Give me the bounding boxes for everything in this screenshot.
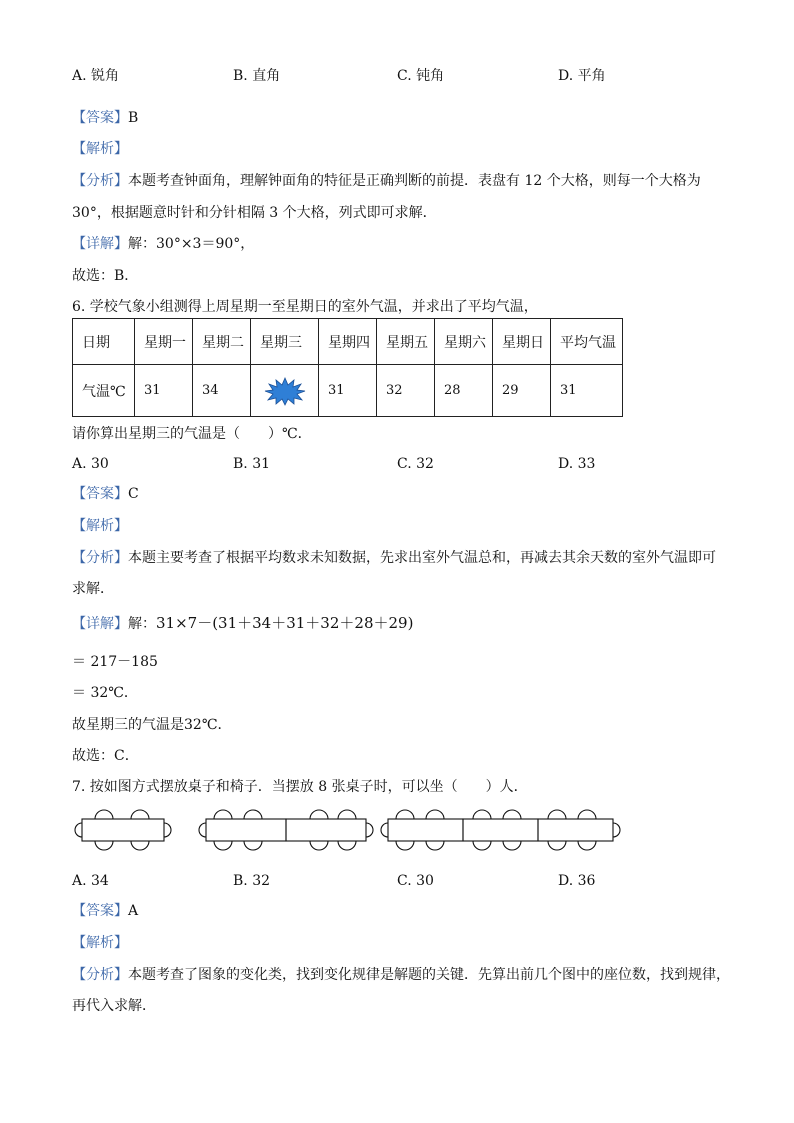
q6-step2: ＝ 32℃． (72, 685, 138, 701)
q6-result: 故星期三的气温是32℃． (72, 717, 232, 733)
header-cell: 星期六 (435, 319, 493, 365)
fenxi-tag: 【分析】 (72, 550, 128, 566)
answer-tag: 【答案】 (72, 486, 128, 502)
header-cell: 星期一 (135, 319, 193, 365)
answer-value: C (128, 486, 139, 502)
q6-fenxi-line2: 求解． (72, 581, 114, 597)
q5-answer-line (72, 109, 138, 127)
q5-fenxi-line2: 30°，根据题意时针和分针相隔 3 个大格，列式即可求解． (72, 205, 437, 221)
value-cell: 31 (319, 365, 377, 417)
q7-answer-line (72, 902, 138, 920)
q6-option-b: B. 31 (233, 456, 271, 472)
value-cell: 29 (493, 365, 551, 417)
figure-one-table (75, 810, 171, 850)
q7-option-b: B. 32 (233, 873, 271, 889)
q6-option-c: C. 32 (397, 456, 434, 472)
table-value-row (73, 365, 623, 417)
q6-option-d: D. 33 (558, 456, 596, 472)
q5-analysis-tag: 【解析】 (72, 141, 128, 157)
value-cell: 31 (135, 365, 193, 417)
tables-chairs-figure (68, 806, 638, 858)
header-cell: 星期三 (251, 319, 319, 365)
q5-option-c: C. 钝角 (397, 68, 445, 84)
q7-fenxi-line2: 再代入求解． (72, 998, 156, 1014)
detail-expression: 31×7－(31＋34＋31＋32＋28＋29) (156, 614, 414, 632)
header-cell: 平均气温 (551, 319, 623, 365)
answer-tag: 【答案】 (72, 903, 128, 919)
answer-value: B (128, 110, 139, 126)
figure-two-tables (199, 810, 373, 850)
q7-option-d: D. 36 (558, 873, 596, 889)
q6-conclusion: 故选：C． (72, 748, 139, 764)
q6-step1: ＝ 217－185 (72, 654, 158, 670)
header-cell: 星期五 (377, 319, 435, 365)
header-cell: 星期日 (493, 319, 551, 365)
fenxi-tag: 【分析】 (72, 173, 128, 189)
row-label: 气温℃ (73, 365, 135, 417)
temperature-table (72, 318, 623, 417)
q6-detail: 【详解】解：31×7－(31＋34＋31＋32＋28＋29) (72, 614, 414, 632)
header-cell: 日期 (73, 319, 135, 365)
q7-analysis-tag: 【解析】 (72, 935, 128, 951)
detail-tag: 【详解】 (72, 616, 128, 632)
q5-option-d: D. 平角 (558, 68, 606, 84)
value-cell: 31 (551, 365, 623, 417)
answer-tag: 【答案】 (72, 110, 128, 126)
q5-option-a: A. 锐角 (72, 68, 120, 84)
q6-answer-line (72, 485, 139, 503)
q7-fenxi-line1: 【分析】本题考查了图象的变化类，找到变化规律是解题的关键．先算出前几个图中的座位数，找到规律， (72, 967, 730, 983)
q7-question: 7. 按如图方式摆放桌子和椅子．当摆放 8 张桌子时，可以坐（ ）人． (72, 779, 528, 795)
q6-analysis-tag: 【解析】 (72, 518, 128, 534)
value-cell: 28 (435, 365, 493, 417)
q6-option-a: A. 30 (72, 456, 109, 472)
value-cell: 32 (377, 365, 435, 417)
q5-detail: 【详解】解：30°×3＝90°， (72, 236, 255, 252)
q5-conclusion: 故选：B． (72, 268, 139, 284)
fenxi-tag: 【分析】 (72, 967, 128, 983)
q7-option-a: A. 34 (72, 873, 109, 889)
value-cell-hidden (251, 365, 319, 417)
detail-tag: 【详解】 (72, 236, 128, 252)
q5-option-b: B. 直角 (233, 68, 281, 84)
q6-fenxi-line1: 【分析】本题主要考查了根据平均数求未知数据，先求出室外气温总和，再减去其余天数的室外气温即可 (72, 550, 716, 566)
header-cell: 星期四 (319, 319, 377, 365)
q6-question: 6. 学校气象小组测得上周星期一至星期日的室外气温，并求出了平均气温， (72, 299, 538, 315)
value-cell: 34 (193, 365, 251, 417)
splat-icon (263, 376, 307, 406)
header-cell: 星期二 (193, 319, 251, 365)
q7-option-c: C. 30 (397, 873, 434, 889)
table-header-row (73, 319, 623, 365)
q6-prompt: 请你算出星期三的气温是（ ）℃． (72, 426, 312, 442)
figure-three-tables (381, 810, 620, 850)
q5-fenxi-line1: 【分析】本题考查钟面角，理解钟面角的特征是正确判断的前提．表盘有 12 个大格，则每一个大格为 (72, 173, 701, 189)
answer-value: A (128, 903, 139, 919)
